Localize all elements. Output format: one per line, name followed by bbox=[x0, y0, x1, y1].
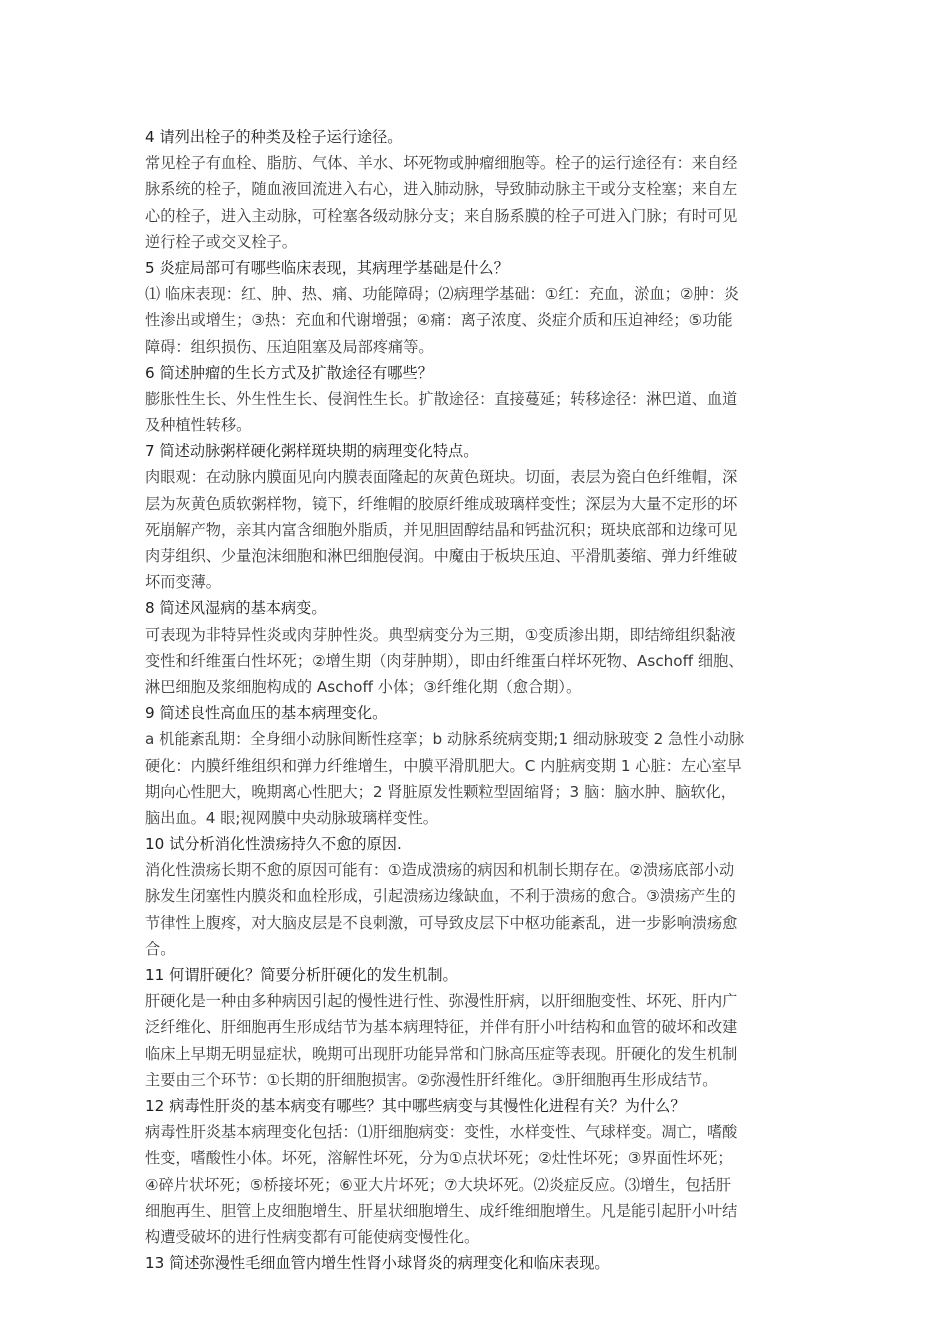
answer-text-line: 病毒性肝炎基本病理变化包括：⑴肝细胞病变：变性，水样变性、气球样变。凋亡，嗜酸 bbox=[145, 1123, 738, 1142]
question-heading: 6 简述肿瘤的生长方式及扩散途径有哪些？ bbox=[145, 363, 433, 382]
question-heading: 10 试分析消化性溃疡持久不愈的原因. bbox=[145, 835, 402, 854]
question-heading: 4 请列出栓子的种类及栓子运行途径。 bbox=[145, 128, 403, 146]
answer-text-line: 细胞再生、胆管上皮细胞增生、肝星状细胞增生、成纤维细胞增生。凡是能引起肝小叶结 bbox=[145, 1201, 738, 1220]
answer-text-line: 临床上早期无明显症状，晚期可出现肝功能异常和门脉高压症等表现。肝硬化的发生机制 bbox=[145, 1044, 738, 1063]
question-heading: 12 病毒性肝炎的基本病变有哪些？其中哪些病变与其慢性化进程有关？为什么？ bbox=[145, 1096, 686, 1115]
answer-text-line: 可表现为非特异性炎或肉芽肿性炎。典型病变分为三期，①变质渗出期，即结缔组织黏液 bbox=[145, 625, 736, 644]
answer-text-line: 膨胀性生长、外生性生长、侵润性生长。扩散途径：直接蔓延；转移途径：淋巴道、血道 bbox=[145, 389, 738, 408]
answer-text-line: 脉系统的栓子，随血液回流进入右心，进入肺动脉，导致肺动脉主干或分支栓塞；来自左 bbox=[145, 180, 738, 199]
question-heading: 11 何谓肝硬化？简要分析肝硬化的发生机制。 bbox=[145, 966, 458, 984]
answer-text-line: 构遭受破坏的进行性病变都有可能使病变慢性化。 bbox=[145, 1227, 480, 1246]
answer-text-line: 肉芽组织、少量泡沫细胞和淋巴细胞侵润。中魔由于板块压迫、平滑肌萎缩、弹力纤维破 bbox=[145, 547, 738, 565]
question-heading: 8 简述风湿病的基本病变。 bbox=[145, 599, 327, 618]
answer-text-line: a 机能紊乱期：全身细小动脉间断性痉挛；b 动脉系统病变期;1 细动脉玻变 2 急性小动脉 bbox=[145, 730, 745, 749]
answer-text-line: 消化性溃疡长期不愈的原因可能有：①造成溃疡的病因和机制长期存在。②溃疡底部小动 bbox=[145, 861, 735, 880]
answer-text-line: 泛纤维化、肝细胞再生形成结节为基本病理特征，并伴有肝小叶结构和血管的破坏和改建 bbox=[145, 1018, 738, 1037]
answer-text-line: 脑出血。4 眼;视网膜中央动脉玻璃样变性。 bbox=[145, 808, 438, 827]
answer-text-line: 节律性上腹疼，对大脑皮层是不良刺激，可导致皮层下中枢功能紊乱，进一步影响溃疡愈 bbox=[145, 913, 738, 932]
answer-text-line: 硬化：内膜纤维组织和弹力纤维增生，中膜平滑肌肥大。C 内脏病变期 1 心脏：左心室早 bbox=[145, 756, 742, 775]
answer-text-line: 淋巴细胞及浆细胞构成的 Aschoff 小体；③纤维化期（愈合期）。 bbox=[145, 677, 582, 696]
answer-text-line: 变性和纤维蛋白性坏死；②增生期（肉芽肿期），即由纤维蛋白样坏死物、Aschoff 细胞、 bbox=[145, 651, 744, 670]
answer-text-line: 肉眼观：在动脉内膜面见向内膜表面隆起的灰黄色斑块。切面，表层为瓷白色纤维帽，深 bbox=[145, 468, 738, 487]
answer-text-line: 期向心性肥大，晚期离心性肥大；2 肾脏原发性颗粒型固缩肾；3 脑：脑水肿、脑软化， bbox=[145, 782, 736, 801]
answer-text-line: 脉发生闭塞性内膜炎和血栓形成，引起溃疡边缘缺血，不利于溃疡的愈合。③溃疡产生的 bbox=[145, 887, 736, 906]
answer-text-line: ⑴ 临床表现：红、肿、热、痛、功能障碍；⑵病理学基础：①红：充血，淤血；②肿：炎 bbox=[145, 285, 739, 304]
answer-text-line: 障碍：组织损伤、压迫阻塞及局部疼痛等。 bbox=[145, 337, 434, 356]
answer-text-line: 死崩解产物，亲其内富含细胞外脂质，并见胆固醇结晶和钙盐沉积；斑块底部和边缘可见 bbox=[145, 520, 738, 539]
answer-text-line: 层为灰黄色质软粥样物，镜下，纤维帽的胶原纤维成玻璃样变性；深层为大量不定形的坏 bbox=[145, 494, 738, 513]
answer-text-line: 逆行栓子或交叉栓子。 bbox=[145, 232, 297, 251]
answer-text-line: 性渗出或增生；③热：充血和代谢增强；④痛：离子浓度、炎症介质和压迫神经；⑤功能 bbox=[145, 311, 733, 330]
question-heading: 5 炎症局部可有哪些临床表现，其病理学基础是什么？ bbox=[145, 258, 509, 277]
answer-text-line: 常见栓子有血栓、脂肪、气体、羊水、坏死物或肿瘤细胞等。栓子的运行途径有：来自经 bbox=[145, 154, 738, 173]
answer-text-line: 心的栓子，进入主动脉，可栓塞各级动脉分支；来自肠系膜的栓子可进入门脉；有时可见 bbox=[145, 206, 738, 225]
question-heading: 13 简述弥漫性毛细血管内增生性肾小球肾炎的病理变化和临床表现。 bbox=[145, 1254, 610, 1273]
answer-text-line: ④碎片状坏死；⑤桥接坏死；⑥亚大片坏死；⑦大块坏死。⑵炎症反应。⑶增生，包括肝 bbox=[145, 1175, 732, 1194]
answer-text-line: 性变，嗜酸性小体。坏死，溶解性坏死，分为①点状坏死；②灶性坏死；③界面性坏死； bbox=[145, 1149, 733, 1168]
answer-text-line: 坏而变薄。 bbox=[145, 573, 221, 592]
answer-text-line: 及种植性转移。 bbox=[145, 416, 252, 435]
answer-text-line: 主要由三个环节：①长期的肝细胞损害。②弥漫性肝纤维化。③肝细胞再生形成结节。 bbox=[145, 1070, 718, 1089]
question-heading: 9 简述良性高血压的基本病理变化。 bbox=[145, 704, 388, 723]
question-heading: 7 简述动脉粥样硬化粥样斑块期的病理变化特点。 bbox=[145, 442, 479, 461]
document-page bbox=[145, 124, 810, 1276]
answer-text-line: 肝硬化是一种由多种病因引起的慢性进行性、弥漫性肝病，以肝细胞变性、坏死、肝内广 bbox=[145, 992, 738, 1011]
answer-text-line: 合。 bbox=[145, 939, 176, 958]
